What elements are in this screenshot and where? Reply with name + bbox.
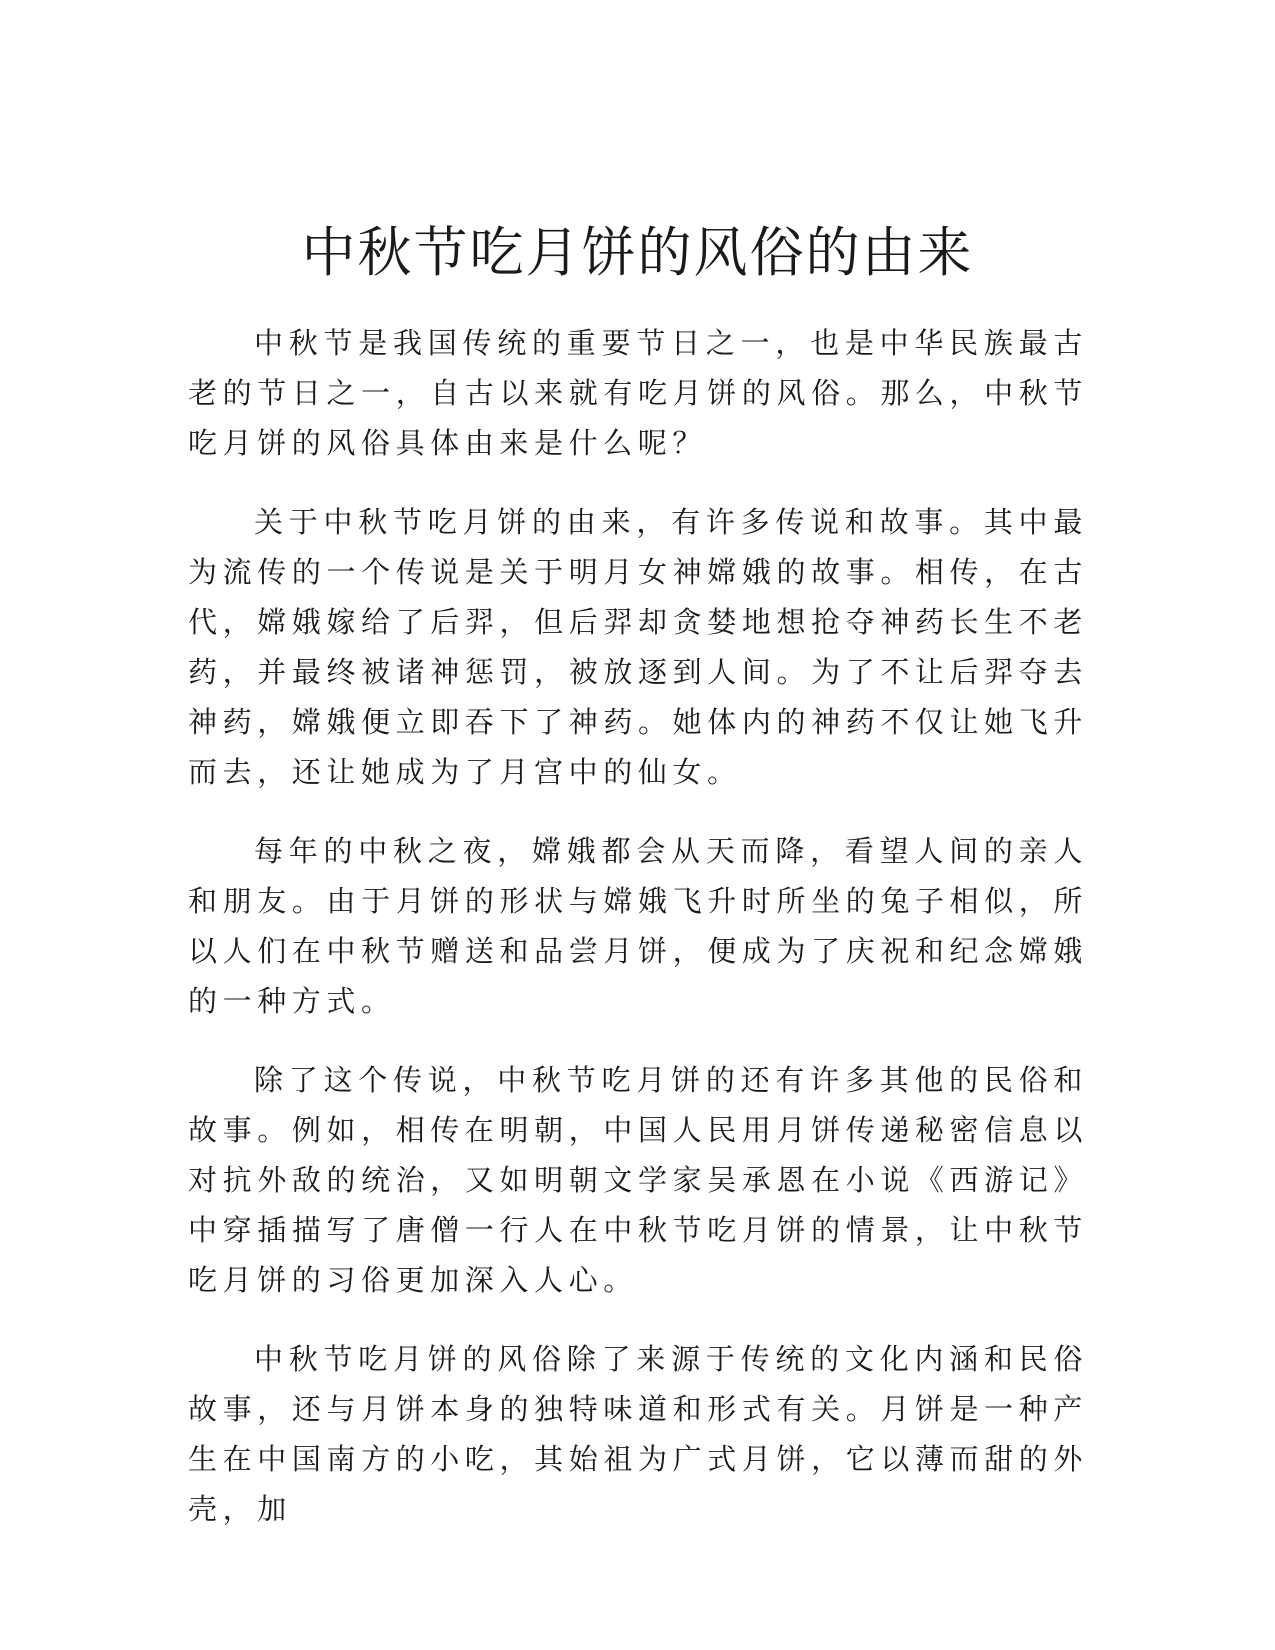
paragraph-mooncake-origin: 中秋节吃月饼的风俗除了来源于传统的文化内涵和民俗故事，还与月饼本身的独特味道和形式有关。月饼是一种产生在中国南方的小吃，其始祖为广式月饼，它以薄而甜的外壳，加 xyxy=(188,1342,1088,1526)
paragraph-other-customs: 除了这个传说，中秋节吃月饼的还有许多其他的民俗和故事。例如，相传在明朝，中国人民用月饼传递秘密信息以对抗外敌的统治，又如明朝文学家吴承恩在小说《西游记》中穿插描写了唐僧一行人在中秋节吃月饼的情景，让中秋节吃月饼的习俗更加深入人心。 xyxy=(188,1063,1088,1297)
paragraph-mid-autumn-night: 每年的中秋之夜，嫦娥都会从天而降，看望人间的亲人和朋友。由于月饼的形状与嫦娥飞升时所坐的兔子相似，所以人们在中秋节赠送和品尝月饼，便成为了庆祝和纪念嫦娥的一种方式。 xyxy=(188,834,1088,1018)
paragraph-intro: 中秋节是我国传统的重要节日之一，也是中华民族最古老的节日之一，自古以来就有吃月饼的风俗。那么，中秋节吃月饼的风俗具体由来是什么呢？ xyxy=(188,326,1088,460)
paragraph-legend-change: 关于中秋节吃月饼的由来，有许多传说和故事。其中最为流传的一个传说是关于明月女神嫦娥的故事。相传，在古代，嫦娥嫁给了后羿，但后羿却贪婪地想抢夺神药长生不老药，并最终被诸神惩罚，被放逐到人间。为了不让后羿夺去神药，嫦娥便立即吞下了神药。她体内的神药不仅让她飞升而去，还让她成为了月宫中的仙女。 xyxy=(188,505,1088,789)
document-body xyxy=(188,318,1088,1563)
document-title: 中秋节吃月饼的风俗的由来 xyxy=(301,221,974,284)
